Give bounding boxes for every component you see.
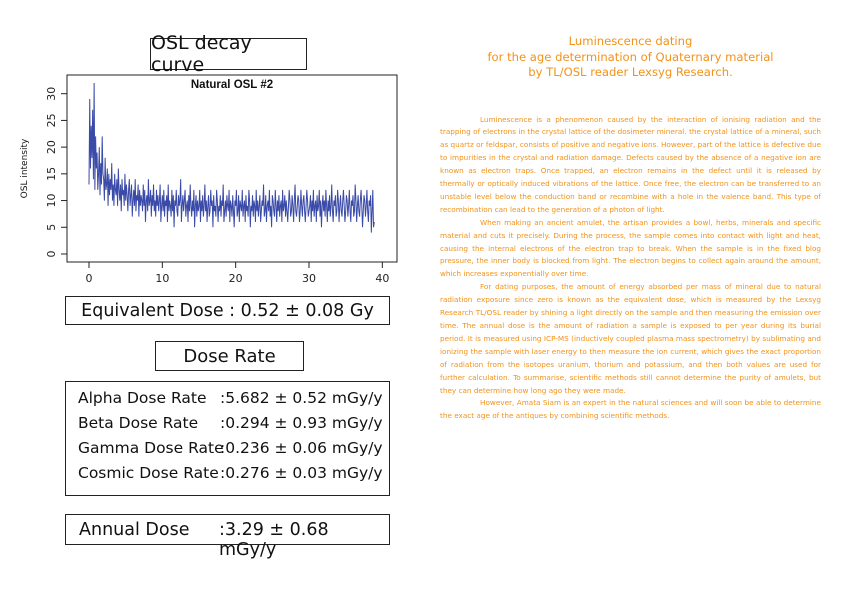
article-body xyxy=(440,114,821,424)
plot-frame xyxy=(67,75,397,262)
osl-chart-svg xyxy=(0,72,400,294)
article-heading xyxy=(440,34,821,81)
osl-decay-chart xyxy=(0,72,400,294)
heading-line: for the age determination of Quaternary material xyxy=(487,49,774,64)
x-tick-label: 30 xyxy=(302,272,316,285)
x-tick-label: 40 xyxy=(375,272,390,285)
dose-rate-label: Alpha Dose Rate xyxy=(78,389,207,407)
y-tick-label: 20 xyxy=(45,140,58,155)
heading-line: by TL/OSL reader Lexsyg Research. xyxy=(528,65,733,79)
dose-rate-label: Cosmic Dose Rate xyxy=(78,464,219,482)
article-paragraph: However, Amata Siam is an expert in the natural sciences and will soon be able to determine the exact age of the antiques by combining scientific methods. xyxy=(440,398,821,421)
y-tick-label: 30 xyxy=(45,86,58,101)
dose-rate-value: :0.236 ± 0.06 mGy/y xyxy=(220,439,383,457)
dose-rate-value: :5.682 ± 0.52 mGy/y xyxy=(220,389,383,407)
dose-rate-label: Gamma Dose Rate xyxy=(78,439,224,457)
y-tick-label: 0 xyxy=(45,250,58,258)
equivalent-dose-box xyxy=(65,296,390,325)
osl-series-line xyxy=(89,83,374,233)
annual-dose-box xyxy=(65,514,390,560)
dose-rate-value: :0.276 ± 0.03 mGy/y xyxy=(220,464,383,482)
dose-rate-title: Dose Rate xyxy=(183,345,276,367)
y-axis-label: OSL intensity xyxy=(20,138,30,199)
equivalent-dose-text: Equivalent Dose : 0.52 ± 0.08 Gy xyxy=(81,300,374,321)
y-tick-label: 25 xyxy=(45,113,58,128)
heading-line: Luminescence dating xyxy=(568,34,693,48)
dose-rate-value: :0.294 ± 0.93 mGy/y xyxy=(220,414,383,432)
article-column xyxy=(440,34,821,423)
y-tick-label: 10 xyxy=(45,193,58,208)
annual-dose-value: :3.29 ± 0.68 mGy/y xyxy=(219,520,329,560)
dose-rate-title-box xyxy=(155,341,304,371)
dose-rate-label: Beta Dose Rate xyxy=(78,414,199,432)
x-tick-label: 10 xyxy=(155,272,170,285)
article-paragraph: Luminescence is a phenomenon caused by the interaction of ionising radiation and the trapping of electrons in the crystal lattice of the dosimeter mineral. the crystal lattice of a mineral, such as quartz or feldspar, consists of positive and negative ions. However, part of the lattice is defective due to impurities in the crystal and radiation damage. Defects caused by the absence of a negative ion are known as electron traps. Once trapped, an electron remains in the defect until it is released by thermally or optically induced vibrations of the lattice. Once free, the electron can be transferred to an unstable level below the conduction band or recombine with a hole in the valence band. This type of recombination can lead to the generation of a photon of light. xyxy=(440,114,821,214)
y-tick-label: 5 xyxy=(45,223,58,231)
article-paragraph: For dating purposes, the amount of energy absorbed per mass of mineral due to natural radiation exposure since zero is known as the equivalent dose, which is measured by the Lexsyg Research TL/OSL reader by shining a light directly on the sample and then measuring the emission over time. The annual dose is the amount of radiation a sample is exposed to per year during its burial period. It is measured using ICP-MS (inductively coupled plasma mass spectrometry) by sublimating and ionizing the sample with laser energy to then measure the ion current, which gives the exact proportion of radiation from the isotopes uranium, thorium and potassium, and then both values are used for further calculation. To summarise, scientific methods still cannot determine the purity of amulets, but they can determine how long ago they were made. xyxy=(440,282,821,395)
chart-box-title: OSL decay curve xyxy=(151,32,252,76)
article-paragraph: When making an ancient amulet, the artisan provides a bowl, herbs, minerals and specific material and cuts it precisely. During the process, the sample comes into contact with light and heat, causing the internal electrons of the electron trap to break. When the sample is in the fixed blog pressure, the inner body is blocked from light. The electron begins to collect again around the amount, which increases exponentially over time. xyxy=(440,217,821,279)
x-tick-label: 0 xyxy=(85,272,93,285)
chart-title: Natural OSL #2 xyxy=(190,79,274,91)
annual-dose-label: Annual Dose xyxy=(79,520,190,540)
chart-title-box xyxy=(150,32,307,76)
y-tick-label: 15 xyxy=(45,166,58,181)
x-tick-label: 20 xyxy=(228,272,243,285)
